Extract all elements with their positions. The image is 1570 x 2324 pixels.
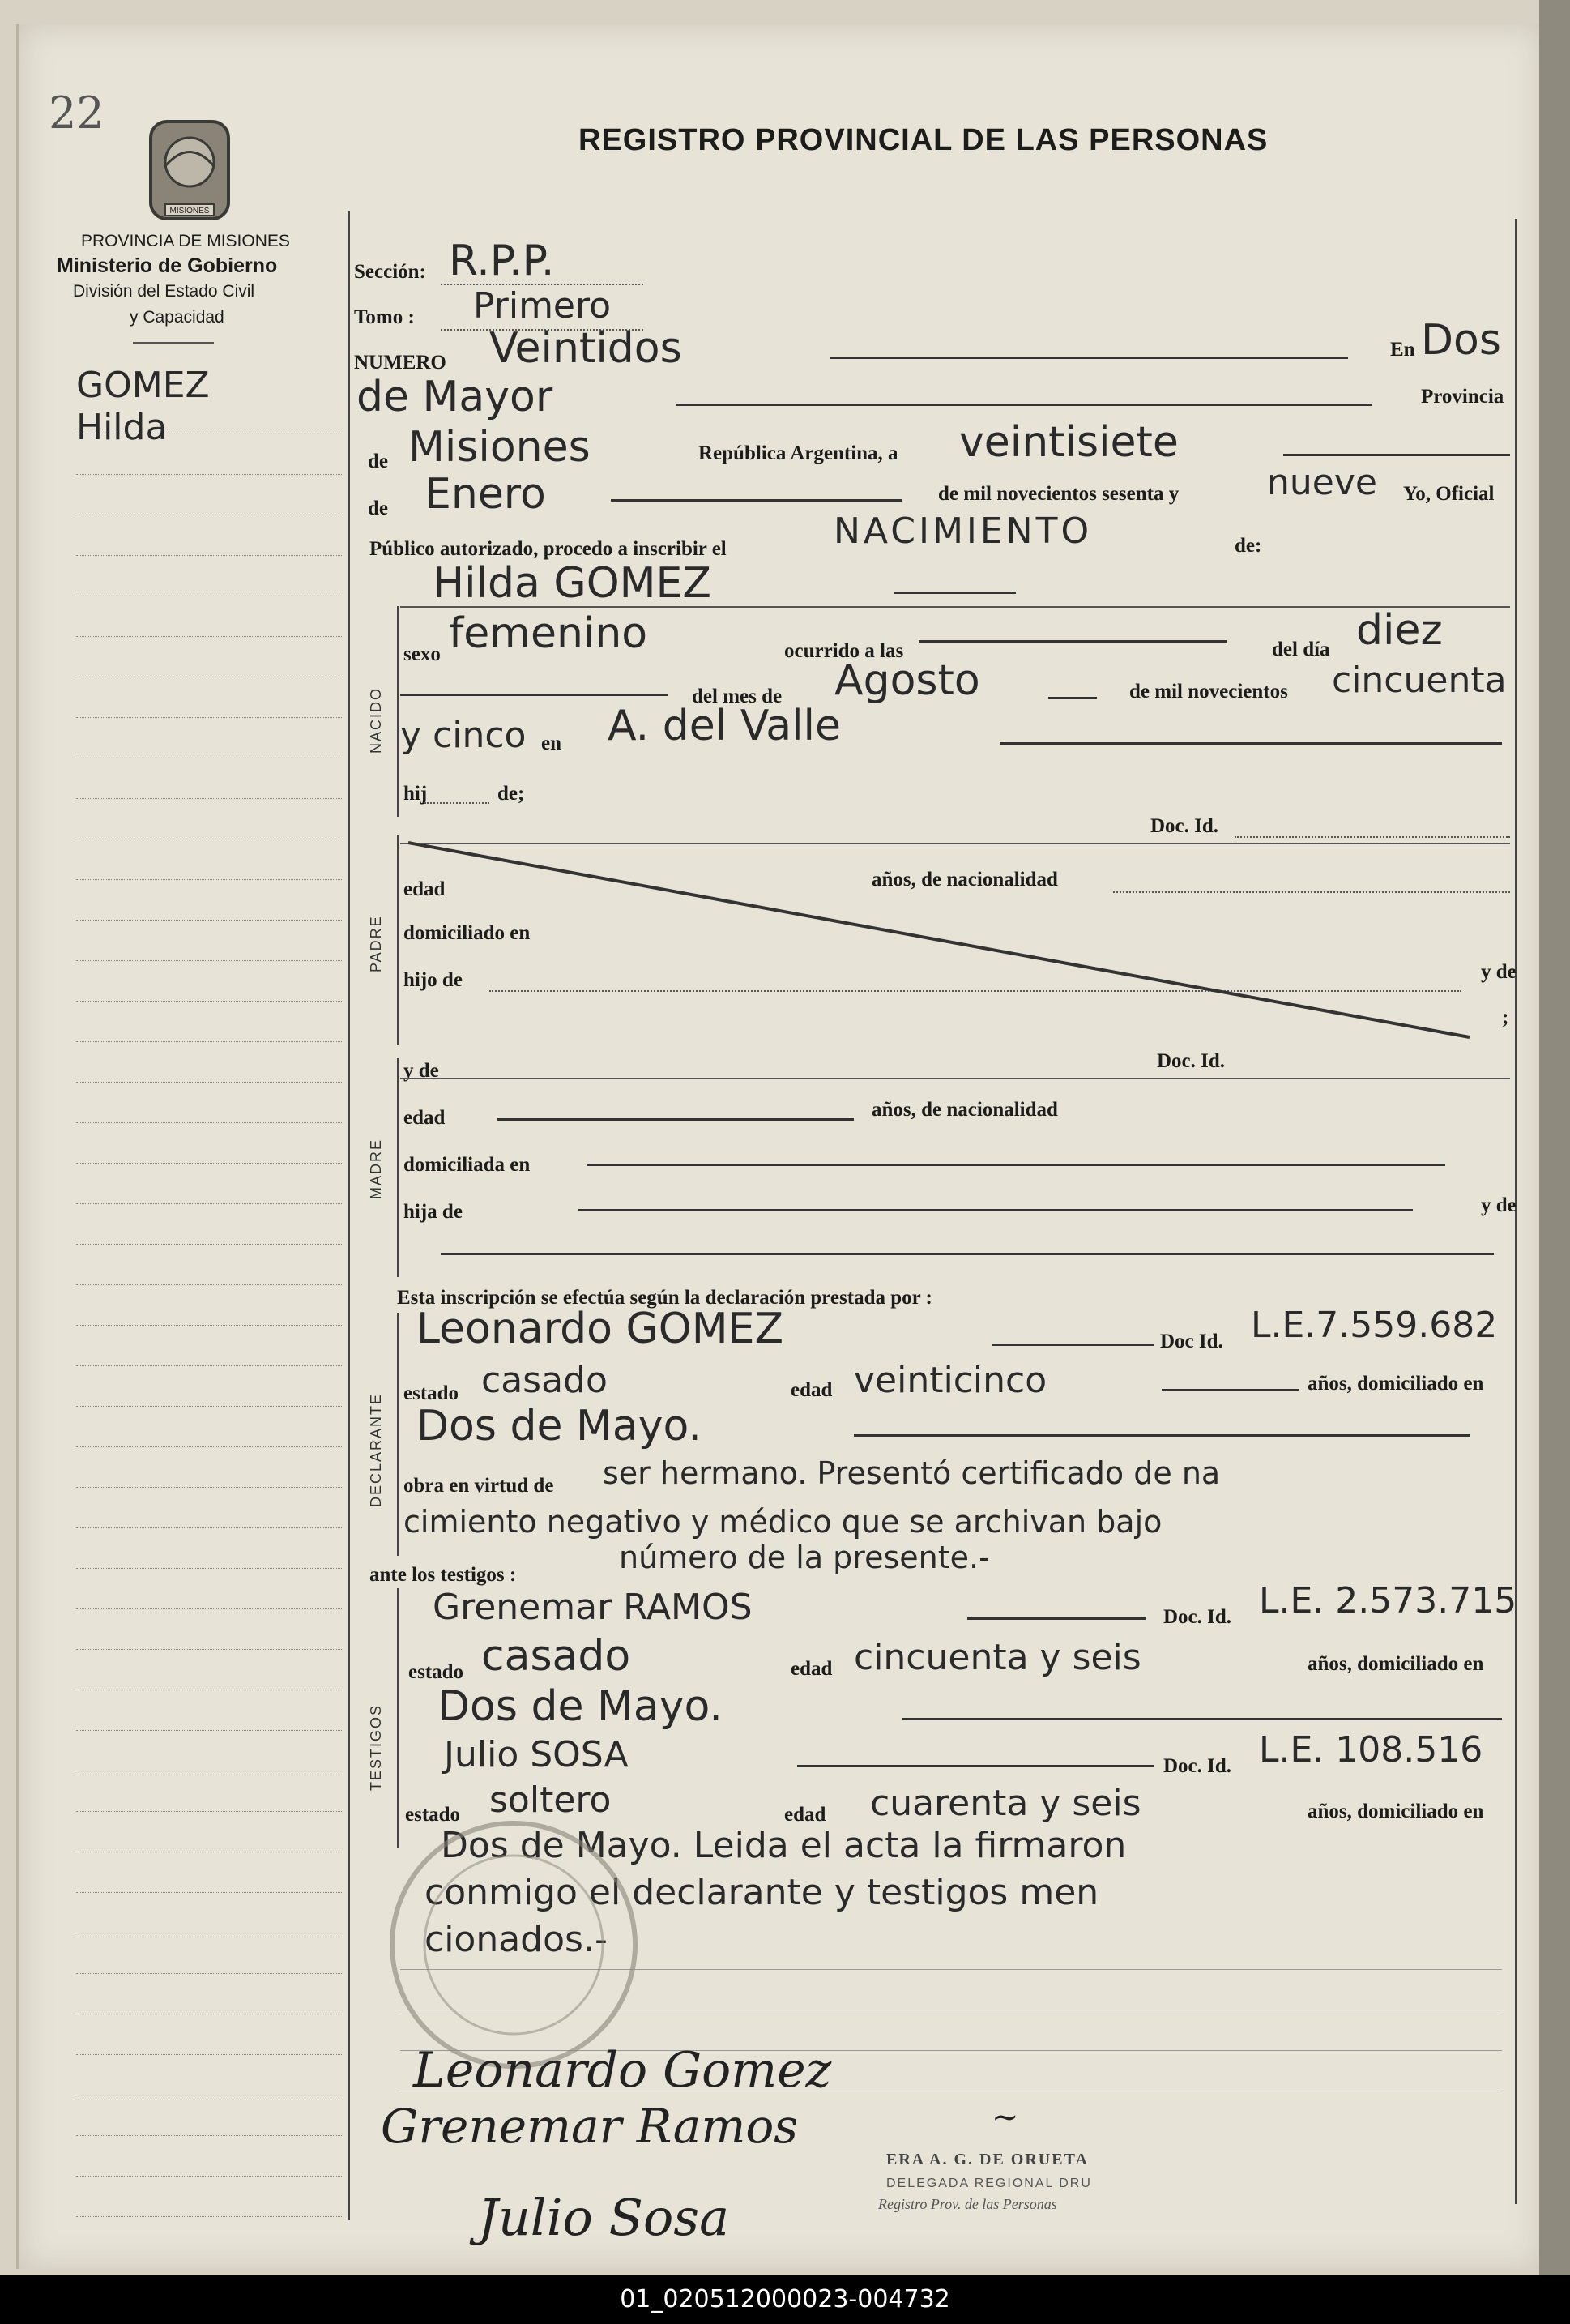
cierre-line2: conmigo el declarante y testigos men [424,1872,1099,1913]
dia-value: veintisiete [959,418,1179,467]
hij-label: hij [403,783,428,805]
obra-line1: ser hermano. Presentó certificado de na [603,1455,1221,1491]
provincial-seal-icon [141,113,238,235]
signature-officer: ~ [992,2099,1019,2136]
testigo1-estado-label: estado [408,1661,464,1683]
book-spine [1539,0,1570,2324]
declarante-dom-value: Dos de Mayo. [416,1402,702,1450]
margin-given-name: Hilda [76,407,168,448]
signature-testigo2: Julio Sosa [478,2188,730,2247]
image-caption: 01_020512000023-004732 [0,2275,1570,2324]
padre-edad-label: edad [403,878,446,900]
padre-section-label: PADRE [368,915,384,972]
lugar-value: de Mayor [356,373,553,421]
testigo2-edad-value: cuarenta y seis [870,1783,1141,1824]
testigo1-value: Grenemar RAMOS [433,1587,753,1628]
dia-nac-value: diez [1356,606,1443,655]
padre-yde-label: y de [1481,961,1517,983]
acto-value: NACIMIENTO [834,511,1093,552]
publico-label: Público autorizado, procedo a inscribir el [369,538,727,560]
cierre-line1: Dos de Mayo. Leida el acta la firmaron [441,1825,1127,1866]
declarante-doc-label: Doc Id. [1160,1331,1223,1352]
anio-nac1-value: cincuenta [1332,660,1507,701]
officer-stamp-role: DELEGADA REGIONAL DRU [886,2177,1092,2190]
testigos-section-label: TESTIGOS [368,1703,384,1791]
sexo-value: femenino [449,609,648,658]
nacido-section-label: NACIDO [368,686,384,754]
mil-novecientos-label: de mil novecientos [1129,681,1288,703]
testigo1-edad-value: cincuenta y seis [854,1637,1141,1678]
madre-hija-label: hija de [403,1201,463,1223]
ante-testigos-label: ante los testigos : [369,1564,517,1586]
de-label-2: de [368,498,388,519]
del-mes-label: del mes de [692,686,783,707]
obra-line2: cimiento negativo y médico que se archivan bajo [403,1504,1163,1540]
nacido-rule [397,606,399,817]
mil-sesenta-label: de mil novecientos sesenta y [938,483,1180,505]
ocurrido-label: ocurrido a las [784,640,904,662]
province-label: PROVINCIA DE MISIONES [81,232,290,250]
signature-declarante: Leonardo Gomez [413,2042,832,2099]
obra-line3: número de la presente.- [619,1540,990,1575]
provincia-label: Provincia [1421,386,1504,408]
seccion-value: R.P.P. [449,237,555,285]
madre-doc-label: Doc. Id. [1157,1050,1226,1072]
officer-stamp-office: Registro Prov. de las Personas [878,2196,1057,2212]
testigo1-doc-label: Doc. Id. [1163,1606,1232,1628]
madre-yde-label: y de [403,1060,439,1082]
declarante-estado-value: casado [481,1360,608,1401]
seccion-label: Sección: [354,261,426,283]
declarante-value: Leonardo GOMEZ [416,1305,784,1353]
padre-doc-label: Doc. Id. [1150,815,1219,837]
header-divider [133,342,214,344]
padre-domicilio-label: domiciliado en [403,922,531,944]
del-dia-label: del día [1272,639,1330,660]
obra-label: obra en virtud de [403,1475,554,1497]
lugar-nac-value: A. del Valle [608,702,841,750]
declarante-doc-value: L.E.7.559.682 [1251,1305,1498,1346]
testigo1-anos-label: años, domiciliado en [1308,1653,1484,1675]
declarante-anos-label: años, domiciliado en [1308,1373,1484,1395]
padre-hijo-label: hijo de [403,969,463,991]
testigo2-doc-value: L.E. 108.516 [1259,1729,1483,1771]
capacity-label: y Capacidad [130,308,224,327]
declarante-rule [397,1313,399,1556]
anio-nac2-value: y cinco [400,715,527,756]
anio-value: nueve [1267,462,1377,503]
margin-surname: GOMEZ [76,365,210,406]
numero-label: NUMERO [354,352,446,374]
testigo1-edad-label: edad [791,1658,833,1680]
nombre-value: Hilda GOMEZ [433,559,711,608]
testigo2-anos-label: años, domiciliado en [1308,1801,1484,1822]
officer-stamp-name: ERA A. G. DE ORUETA [886,2151,1089,2168]
de-label-1: de [368,451,388,472]
declarante-edad-value: veinticinco [854,1360,1047,1401]
padre-semicolon: ; [1502,1006,1509,1028]
testigo1-doc-value: L.E. 2.573.715 [1259,1580,1517,1621]
testigo1-estado-value: casado [481,1632,631,1681]
signature-testigo1: Grenemar Ramos [381,2099,799,2154]
document-page [16,24,1542,2269]
mes-value: Enero [424,470,546,519]
tomo-value: Primero [473,285,612,327]
padre-rule [397,835,399,1045]
madre-section-label: MADRE [368,1138,384,1199]
en-value: Dos [1421,316,1501,365]
testigo2-edad-label: edad [784,1804,826,1826]
page-number: 22 [49,88,105,139]
mes-nac-value: Agosto [834,656,980,705]
testigo2-estado-label: estado [405,1804,461,1826]
tomo-label: Tomo : [354,306,415,328]
testigo1-dom-value: Dos de Mayo. [437,1682,723,1731]
declarante-section-label: DECLARANTE [368,1392,384,1507]
testigo2-value: Julio SOSA [444,1734,629,1775]
circular-stamp-icon [376,1807,651,2083]
division-label: División del Estado Civil [73,282,255,301]
declarante-estado-label: estado [403,1382,459,1404]
padre-anos-label: años, de nacionalidad [872,869,1058,891]
document-title: REGISTRO PROVINCIAL DE LAS PERSONAS [578,123,1269,157]
madre-yde2-label: y de [1481,1194,1517,1216]
republica-label: República Argentina, a [698,442,898,464]
en-lower-label: en [541,733,561,754]
en-label: En [1390,339,1415,361]
declarante-edad-label: edad [791,1379,833,1401]
main-left-rule [348,211,350,2220]
cierre-line3: cionados.- [424,1919,608,1960]
madre-anos-label: años, de nacionalidad [872,1099,1058,1121]
madre-domicilio-label: domiciliada en [403,1154,531,1176]
yo-oficial-label: Yo, Oficial [1403,483,1495,505]
sexo-label: sexo [403,643,441,665]
de-colon-label: de: [1235,535,1262,557]
madre-rule [397,1058,399,1277]
inscripcion-label: Esta inscripción se efectúa según la declaración prestada por : [397,1287,932,1309]
seal-text: MISIONES [169,207,210,216]
hij-de-label: de; [497,783,525,805]
testigo2-estado-value: soltero [489,1779,612,1821]
numero-value: Veintidos [489,324,682,373]
provincia-value: Misiones [408,423,591,472]
padre-void-line [400,835,1486,1045]
testigo2-doc-label: Doc. Id. [1163,1755,1232,1777]
ministry-label: Ministerio de Gobierno [57,254,278,277]
madre-edad-label: edad [403,1107,446,1129]
